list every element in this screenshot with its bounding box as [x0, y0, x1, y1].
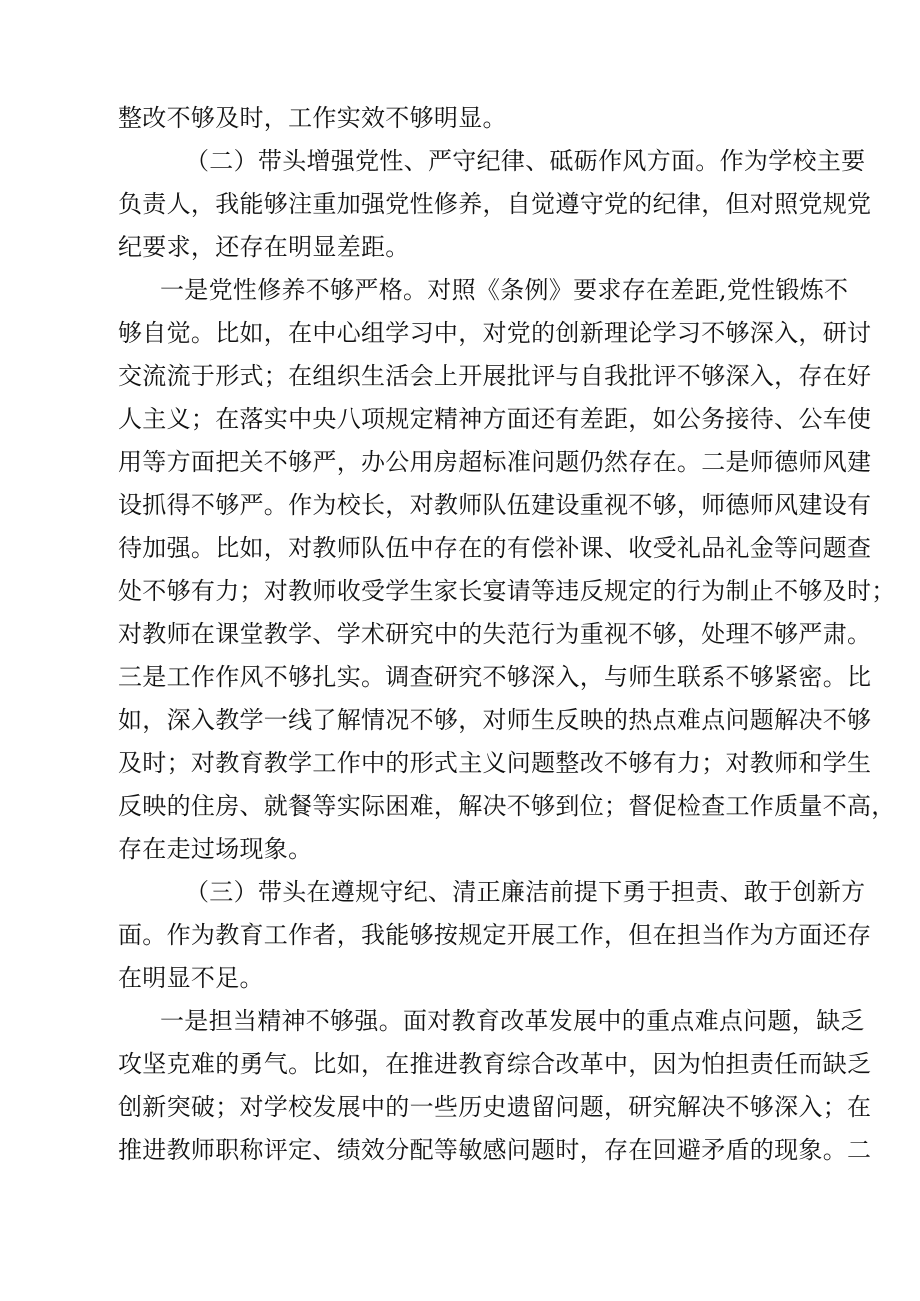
- text-line: 交流流于形式；在组织生活会上开展批评与自我批评不够深入，存在好: [118, 362, 872, 390]
- text-line: 推进教师职称评定、绩效分配等敏感问题时，存在回避矛盾的现象。二: [118, 1136, 872, 1164]
- text-line: 用等方面把关不够严，办公用房超标准问题仍然存在。二是师德师风建: [118, 448, 872, 476]
- text-line: 设抓得不够严。作为校长，对教师队伍建设重视不够，师德师风建设有: [118, 491, 872, 519]
- text-line: 处不够有力；对教师收受学生家长宴请等违反规定的行为制止不够及时；: [118, 577, 896, 605]
- text-line: 待加强。比如，对教师队伍中存在的有偿补课、收受礼品礼金等问题查: [118, 534, 872, 562]
- text-line: 创新突破；对学校发展中的一些历史遗留问题，研究解决不够深入；在: [118, 1093, 872, 1121]
- text-line: 整改不够及时，工作实效不够明显。: [118, 104, 507, 132]
- text-line: 够自觉。比如，在中心组学习中，对党的创新理论学习不够深入，研讨: [118, 319, 872, 347]
- text-line: 存在走过场现象。: [118, 835, 313, 863]
- text-line: 反映的住房、就餐等实际困难，解决不够到位；督促检查工作质量不高，: [118, 792, 896, 820]
- text-line: 及时；对教育教学工作中的形式主义问题整改不够有力；对教师和学生: [118, 749, 872, 777]
- text-line: 在明显不足。: [118, 964, 264, 992]
- text-line: 人主义；在落实中央八项规定精神方面还有差距，如公务接待、公车使: [118, 405, 872, 433]
- paragraph-start: 一是担当精神不够强。面对教育改革发展中的重点难点问题，缺乏: [160, 1007, 865, 1035]
- paragraph-start: 一是党性修养不够严格。对照《条例》要求存在差距,党性锻炼不: [160, 276, 849, 304]
- text-line: 负责人，我能够注重加强党性修养，自觉遵守党的纪律，但对照党规党: [118, 190, 872, 218]
- text-line: 面。作为教育工作者，我能够按规定开展工作，但在担当作为方面还存: [118, 921, 872, 949]
- text-line: 攻坚克难的勇气。比如，在推进教育综合改革中，因为怕担责任而缺乏: [118, 1050, 872, 1078]
- section-heading: （二）带头增强党性、严守纪律、砥砺作风方面。作为学校主要: [185, 147, 866, 175]
- text-line: 如，深入教学一线了解情况不够，对师生反映的热点难点问题解决不够: [118, 706, 872, 734]
- text-line: 纪要求，还存在明显差距。: [118, 233, 410, 261]
- text-line: 三是工作作风不够扎实。调查研究不够深入，与师生联系不够紧密。比: [118, 663, 872, 691]
- section-heading: （三）带头在遵规守纪、清正廉洁前提下勇于担责、敢于创新方: [185, 878, 866, 906]
- text-line: 对教师在课堂教学、学术研究中的失范行为重视不够，处理不够严肃。: [118, 620, 872, 648]
